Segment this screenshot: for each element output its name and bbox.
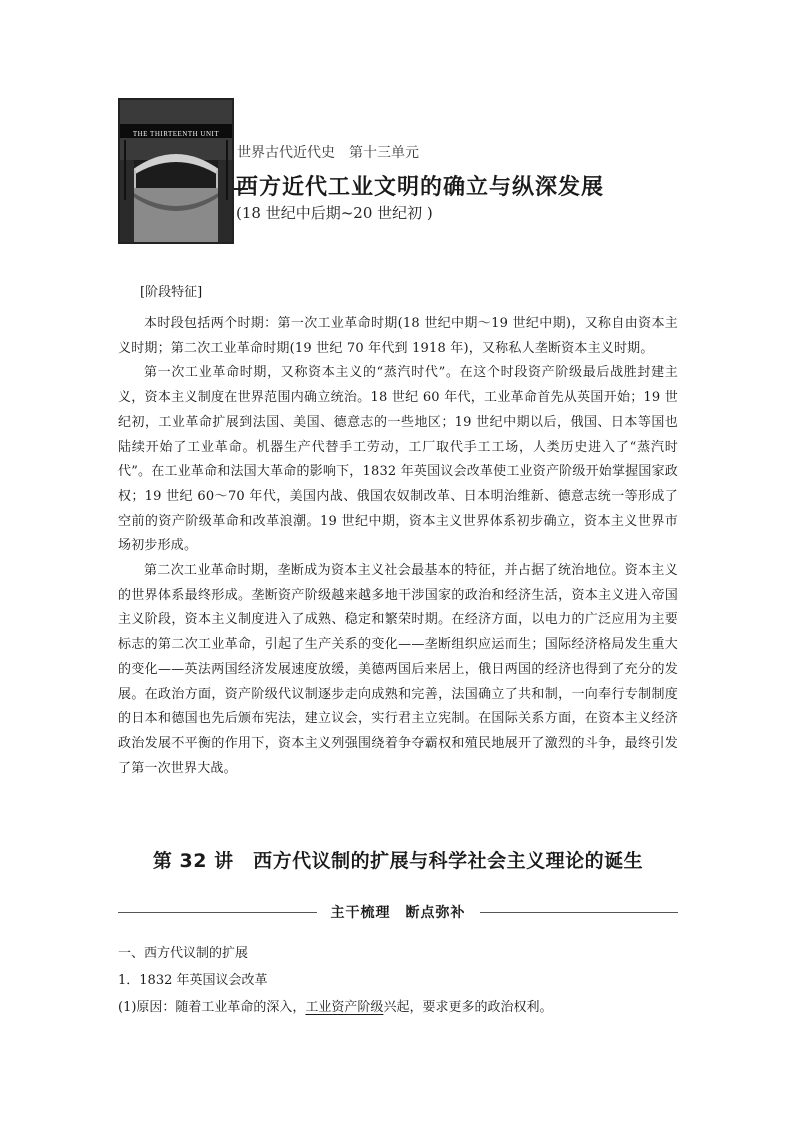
outline-heading-1: 一、西方代议制的扩展 [118, 946, 249, 961]
underlined-term: 工业资产阶级 [305, 1000, 384, 1015]
section-divider [118, 900, 678, 924]
photo-caption: THE THIRTEENTH UNIT [132, 130, 220, 138]
lecture-title: 第 32 讲 西方代议制的扩展与科学社会主义理论的诞生 [152, 850, 644, 872]
paragraph-first-industrial-revolution: 第一次工业革命时期，又称资本主义的“蒸汽时代”。在这个时段资产阶级最后战胜封建主义，资本主义制度在世界范围内确立统治。18 世纪 60 年代，工业革命首先从英国开始；19 世纪初，工业革命扩展到法国、美国、德意志的一些地区；19 世纪中期以后，俄国、日本等国也陆续开始了工业革命。机器生产代替手工劳动，工厂取代手工工场，人类历史进入了“蒸汽时代”。在工业革命和法国大革命的影响下，1832 年英国议会改革使工业资产阶级开始掌握国家政权；19 世纪 60～70 年代，美国内战、俄国农奴制改革、日本明治维新、德意志统一等形成了空前的资产阶级革命和改革浪潮。19 世纪中期，资本主义世界体系初步确立，资本主义世界市场初步形成。 [118, 365, 678, 554]
outline-item-cause [118, 994, 688, 1021]
canal-bridge-illustration [120, 100, 232, 242]
unit-label: 世界古代近代史 第十三单元 [237, 145, 419, 161]
outline-heading-2: 1．1832 年英国议会改革 [118, 973, 268, 988]
divider-label: 主干梳理 断点弥补 [330, 905, 466, 921]
item-suffix: 兴起，要求更多的政治权利。 [383, 1000, 553, 1015]
outline-section [118, 940, 688, 1021]
stage-features-section [118, 282, 678, 781]
section-tag: [阶段特征] [140, 285, 203, 300]
divider-rule-right [480, 912, 679, 913]
item-prefix: (1)原因：随着工业革命的深入， [118, 1000, 306, 1015]
paragraph-overview: 本时段包括两个时期：第一次工业革命时期(18 世纪中期～19 世纪中期)，又称自由资本主义时期；第二次工业革命时期(19 世纪 70 年代到 1918 年)，又称私人垄断资本主义时期。 [118, 316, 678, 356]
unit-title: 西方近代工业文明的确立与纵深发展 [236, 175, 605, 200]
paragraph-second-industrial-revolution: 第二次工业革命时期，垄断成为资本主义社会最基本的特征，并占据了统治地位。资本主义的世界体系最终形成。垄断资产阶级越来越多地干涉国家的政治和经济生活，资本主义进入帝国主义阶段，资本主义制度进入了成熟、稳定和繁荣时期。在经济方面，以电力的广泛应用为主要标志的第二次工业革命，引起了生产关系的变化——垄断组织应运而生；国际经济格局发生重大的变化——英法两国经济发展速度放缓，美德两国后来居上，俄日两国的经济也得到了充分的发展。在政治方面，资产阶级代议制逐步走向成熟和完善，法国确立了共和制，一向奉行专制制度的日本和德国也先后颁布宪法，建立议会，实行君主立宪制。在国际关系方面，在资本主义经济政治发展不平衡的作用下，资本主义列强围绕着争夺霸权和殖民地展开了激烈的斗争，最终引发了第一次世界大战。 [118, 563, 678, 776]
unit-period: (18 世纪中后期~20 世纪初 ) [236, 204, 433, 222]
unit-header [118, 98, 678, 244]
divider-rule-left [118, 912, 317, 913]
unit-cover-photo [118, 98, 234, 244]
